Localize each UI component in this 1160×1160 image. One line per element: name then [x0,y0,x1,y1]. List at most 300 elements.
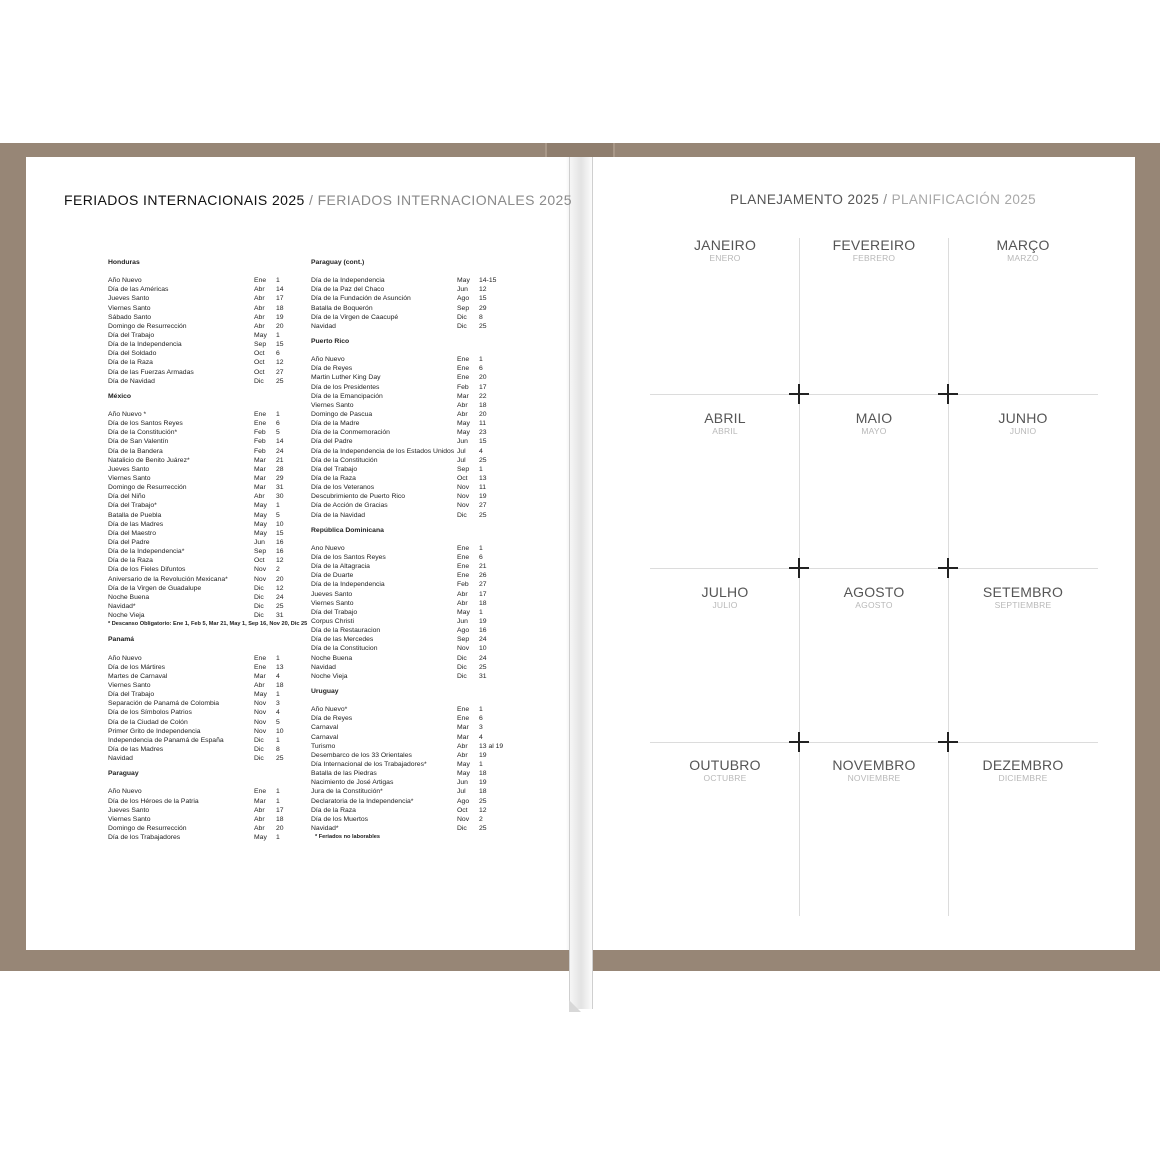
holiday-month: Mar [254,797,266,805]
month-name-es: OCTUBRE [703,773,747,783]
holiday-row [311,672,516,681]
holiday-month: Dic [457,654,467,662]
holiday-name: Viernes Santo [108,815,151,823]
holiday-month: Abr [457,590,468,598]
holiday-month: May [254,502,267,510]
holiday-day: 23 [479,429,487,437]
holiday-name: Viernes Santo [311,599,354,607]
holiday-name: Año Nuevo * [108,411,147,418]
holiday-name: Separación de Panamá de Colombia [108,700,220,708]
holiday-month: Sep [457,636,470,644]
holiday-row [311,824,516,833]
holiday-row [108,529,303,538]
holiday-row [108,806,303,815]
holiday-row [311,428,516,437]
holiday-month: Mar [457,392,469,400]
holiday-month: Ene [254,654,267,662]
month-name-es: MARZO [1007,253,1039,263]
holiday-name: Navidad [108,755,133,763]
holiday-day: 17 [276,295,284,303]
holiday-row [311,723,516,732]
grid-cross-5 [789,732,809,752]
holiday-day: 29 [276,474,284,482]
holiday-month: Abr [457,742,468,750]
holiday-name: Día del Padre [311,438,353,446]
holiday-name: Ano Nuevo [311,544,345,552]
holiday-day: 20 [479,374,487,382]
holiday-name: Día de la Independencia [311,277,385,285]
holiday-row [311,797,516,806]
holiday-name: Viernes Santo [311,401,354,409]
holiday-month: Jun [457,286,468,294]
holiday-row [108,745,303,754]
holiday-month: May [254,520,267,528]
holiday-note: * Feriados no laborables [315,834,380,841]
holiday-month: Nov [254,718,267,726]
holiday-row [311,590,516,599]
holiday-name: Día de las Fuerzas Armadas [108,368,194,376]
holiday-name: Día de los Veteranos [311,484,375,492]
holiday-day: 16 [276,538,284,546]
holiday-month: Jun [254,538,265,546]
planning-title-separator: / [883,192,888,207]
holiday-month: Abr [254,322,265,330]
holiday-month: Jul [457,788,466,796]
holiday-month: Mar [254,672,266,680]
holiday-day: 27 [479,502,487,510]
holiday-name: Natalicio de Benito Juárez* [108,456,190,464]
holiday-day: 3 [479,724,483,732]
holiday-month: Nov [254,709,267,717]
holiday-row [311,392,516,401]
holiday-month: Ene [457,374,470,382]
holiday-day: 22 [479,392,487,400]
holiday-row [311,742,516,751]
holiday-day: 19 [479,751,487,759]
holiday-row [108,611,303,620]
holiday-name: Batalla de Boquerón [311,304,373,312]
holiday-name: Día de la Altagracia [311,563,370,571]
holiday-name: Día del Maestro [108,529,156,537]
holiday-month: Abr [254,815,265,823]
holiday-day: 6 [276,420,280,428]
holiday-month: May [457,429,470,437]
holiday-name: Día de la Madre [311,420,360,428]
holiday-row [108,465,303,474]
grid-cross-2 [938,384,958,404]
holiday-name: Declaratoria de la Independencia* [311,797,414,805]
holiday-month: Nov [254,575,267,583]
holiday-month: Jun [457,779,468,787]
holiday-name: Día de la Independencia* [108,548,185,556]
holiday-day: 28 [276,465,284,473]
holiday-name: Viernes Santo [108,681,151,689]
holiday-month: May [457,420,470,428]
holiday-month: Abr [254,493,265,501]
holiday-month: Sep [254,341,267,349]
holiday-day: 15 [276,341,284,349]
holiday-name: Día de Navidad [108,377,155,385]
holiday-name: Día del Soldado [108,350,157,358]
holiday-row [108,565,303,574]
holiday-month: Sep [254,548,267,556]
holiday-month: Abr [254,295,265,303]
holiday-day: 11 [479,484,487,492]
holiday-name: Día de las Américas [108,286,169,294]
holiday-name: Desembarco de los 33 Orientales [311,751,412,759]
holiday-row [311,383,516,392]
holiday-row [108,368,303,377]
holiday-row [311,608,516,617]
month-name-es: JUNIO [1009,426,1037,436]
holiday-name: Jueves Santo [311,590,353,598]
holiday-month: Abr [457,401,468,409]
holiday-month: Ene [254,277,267,285]
holiday-month: Nov [254,727,267,735]
holiday-row [108,575,303,584]
month-cell [799,757,949,783]
holiday-row [311,313,516,322]
holiday-name: Día de los Héroes de la Patria [108,797,199,805]
holiday-day: 31 [276,612,284,620]
holiday-month: Dic [457,322,467,330]
holiday-name: Día de la Raza [311,474,356,482]
holiday-name: Jueves Santo [108,465,150,473]
holiday-row [311,644,516,653]
holiday-day: 2 [276,566,280,574]
holiday-row [108,833,303,842]
holiday-day: 19 [479,493,487,501]
holiday-day: 1 [276,797,280,805]
holiday-name: Jueves Santo [108,806,150,814]
holiday-row [108,602,303,611]
holiday-name: Primer Grito de Independencia [108,727,201,735]
holiday-month: Dic [457,511,467,519]
holiday-day: 24 [276,593,284,601]
holiday-name: Año Nuevo* [311,706,348,714]
month-name-es: ENERO [709,253,741,263]
holiday-day: 18 [479,788,487,796]
holiday-day: 1 [479,706,483,714]
holiday-row [108,511,303,520]
holiday-month: Dic [457,672,467,680]
holiday-day: 25 [479,322,487,330]
holiday-name: Día de la Raza [108,557,153,565]
holiday-day: 25 [276,755,284,763]
holiday-row [311,635,516,644]
country-heading: Paraguay (cont.) [311,259,365,266]
holiday-day: 6 [276,350,280,358]
holiday-row [311,544,516,553]
holiday-month: May [457,277,470,285]
holiday-name: Día de los Mártires [108,663,166,671]
holiday-name: Aniversario de la Revolución Mexicana* [108,575,228,583]
holiday-name: Viernes Santo [108,474,151,482]
holiday-row [108,276,303,285]
holiday-day: 12 [276,584,284,592]
holiday-name: Día de los Presidentes [311,383,380,391]
holiday-month: Ene [254,411,267,418]
holiday-name: Día de la Virgen de Caacupé [311,313,399,321]
holidays-column-2 [311,258,516,842]
holiday-row [108,681,303,690]
grid-cross-4 [938,558,958,578]
holiday-day: 6 [479,365,483,373]
holiday-day: 1 [276,332,280,339]
holiday-name: Batalla de las Piedras [311,770,377,778]
holiday-row [108,547,303,556]
holiday-name: Corpus Christi [311,617,355,625]
holiday-name: Día de la Navidad [311,511,366,519]
month-name-pt: NOVEMBRO [832,757,916,773]
holiday-day: 13 [276,663,284,671]
holiday-name: Día de la Independencia [311,581,385,589]
holiday-day: 1 [276,788,280,796]
holiday-month: Abr [254,286,265,294]
holiday-name: Año Nuevo [108,788,142,796]
holiday-name: Día de las Madres [108,745,164,753]
holiday-name: Navidad [311,663,336,671]
holiday-name: Martin Luther King Day [311,374,381,382]
holiday-name: Día de Reyes [311,365,353,373]
holiday-row [311,562,516,571]
month-cell [650,757,800,783]
left-page-title [64,192,572,208]
holiday-month: Dic [254,755,264,763]
holiday-note: * Descanso Obligatorio: Ene 1, Feb 5, Mar 21, May 1, Sep 16, Nov 20, Dic 25 [108,621,308,628]
holiday-row [108,672,303,681]
holiday-day: 4 [479,447,483,455]
holiday-row [311,760,516,769]
planning-title-es: PLANIFICACIÓN 2025 [891,192,1037,207]
holiday-row [108,304,303,313]
holiday-month: Jul [457,456,466,464]
holiday-day: 4 [276,709,280,717]
right-page [588,157,1135,950]
month-name-pt: ABRIL [704,410,746,426]
holiday-month: May [254,511,267,519]
holiday-day: 5 [276,511,280,519]
holiday-row [311,778,516,787]
holiday-day: 16 [276,548,284,556]
holiday-month: May [254,691,267,699]
holiday-row [108,754,303,763]
holiday-name: Día del Niño [108,493,146,501]
holiday-name: Día de la Emancipación [311,392,383,400]
country-heading: México [108,392,132,400]
holiday-day: 18 [276,681,284,689]
country-heading: Panamá [108,636,135,644]
holiday-month: Ene [457,706,470,714]
holiday-month: Dic [457,824,467,832]
holiday-day: 6 [479,715,483,723]
holiday-name: Día del Trabajo [311,465,358,473]
holiday-day: 25 [479,797,487,805]
holiday-month: Feb [457,383,469,391]
title-es: FERIADOS INTERNACIONALES 2025 [317,192,572,208]
holiday-row [311,419,516,428]
holiday-day: 13 [479,474,487,482]
holiday-name: Jura de la Constitución* [311,788,383,796]
month-name-pt: SETEMBRO [982,584,1064,600]
holiday-month: Sep [457,304,470,312]
holiday-month: Mar [254,484,266,492]
holiday-month: Ene [457,356,470,364]
holiday-row [108,349,303,358]
holiday-month: Dic [254,612,264,620]
holiday-row [311,322,516,331]
holiday-month: Feb [254,447,266,455]
holiday-row [311,769,516,778]
holiday-month: Jun [457,438,468,446]
holiday-day: 25 [479,663,487,671]
holiday-name: Domingo de Resurrección [108,322,187,330]
holiday-name: Noche Buena [108,593,150,601]
holiday-name: Domingo de Resurrección [108,484,187,492]
holiday-row [311,285,516,294]
holiday-month: Nov [254,566,267,574]
holiday-day: 12 [479,286,487,294]
holiday-name: Descubrimiento de Puerto Rico [311,493,406,501]
holiday-row [311,401,516,410]
holiday-row [108,447,303,456]
holiday-day: 4 [479,733,483,741]
holiday-row [311,705,516,714]
holiday-row [108,520,303,529]
holiday-month: Nov [457,502,470,510]
holiday-name: Noche Vieja [108,612,145,620]
holiday-month: May [254,529,267,537]
holiday-day: 30 [276,493,284,501]
holiday-row [108,718,303,727]
holiday-month: Abr [457,599,468,607]
holiday-row [311,553,516,562]
holiday-name: Año Nuevo [108,654,142,662]
holiday-month: Ene [457,365,470,373]
holiday-row [108,690,303,699]
holiday-name: Día de los Fieles Difuntos [108,566,186,574]
month-cell [650,237,800,263]
holiday-day: 8 [276,745,280,753]
grid-cross-3 [789,558,809,578]
grid-hline-1 [650,394,1098,395]
holiday-day: 24 [479,654,487,662]
holiday-month: Ene [457,553,470,561]
holiday-day: 18 [479,401,487,409]
holiday-row [108,699,303,708]
holiday-row [311,580,516,589]
holiday-row [311,617,516,626]
holiday-row [108,593,303,602]
holiday-month: Oct [254,557,265,565]
holiday-name: Domingo de Pascua [311,411,373,418]
holiday-month: Oct [254,350,265,358]
holiday-name: Día de las Madres [108,520,164,528]
holiday-month: Nov [254,700,267,708]
title-separator: / [309,192,314,208]
grid-hline-2 [650,568,1098,569]
holiday-day: 8 [479,313,483,321]
holiday-day: 1 [479,544,483,552]
holiday-row [311,751,516,760]
holiday-name: Navidad [311,322,336,330]
holiday-row [311,511,516,520]
holiday-name: Día de la Raza [108,359,153,367]
holiday-day: 24 [479,636,487,644]
holiday-name: Día de la Raza [311,806,356,814]
bookmark-ribbon[interactable] [569,157,593,1009]
holiday-row [108,736,303,745]
holiday-name: Noche Buena [311,654,353,662]
holiday-row [311,626,516,635]
holiday-month: May [254,834,267,842]
month-name-es: ABRIL [712,426,738,436]
month-cell [799,584,949,610]
holiday-month: Dic [254,745,264,753]
holiday-name: Navidad* [311,824,339,832]
holiday-row [311,474,516,483]
holiday-day: 1 [479,760,483,768]
month-name-es: AGOSTO [855,600,893,610]
month-cell [948,757,1098,783]
holiday-name: Día de los Santos Reyes [311,553,386,561]
holiday-row [311,654,516,663]
holiday-row [311,787,516,796]
holiday-row [108,340,303,349]
month-cell [799,410,949,436]
holiday-day: 20 [276,322,284,330]
holiday-month: Nov [457,815,470,823]
holiday-name: Día de Reyes [311,715,353,723]
month-name-es: MAYO [861,426,887,436]
holiday-name: Día de la Fundación de Asunción [311,295,411,303]
month-name-pt: MARÇO [996,237,1050,253]
month-cell [948,584,1098,610]
holiday-name: Día de la Constitucion [311,645,378,653]
holiday-day: 12 [479,806,487,814]
holiday-day: 11 [479,420,487,428]
holiday-name: Día del Trabajo [311,608,358,616]
holiday-name: Día de los Muertos [311,815,369,823]
holiday-row [311,373,516,382]
holiday-name: Día de las Mercedes [311,636,374,644]
holiday-row [311,806,516,815]
holiday-day: 17 [479,590,487,598]
holiday-day: 15 [479,438,487,446]
month-name-es: NOVIEMBRE [847,773,901,783]
holiday-name: Carnaval [311,733,339,741]
month-cell [948,410,1098,436]
bookmark-ribbon-tail [569,1000,581,1012]
holiday-name: Día de la Restauracion [311,627,381,635]
holiday-day: 18 [276,304,284,312]
holiday-day: 29 [479,304,487,312]
holiday-month: Oct [457,474,468,482]
holiday-month: Ene [457,572,470,580]
holiday-day: 18 [479,770,487,778]
holiday-month: Ago [457,797,470,805]
month-name-es: DICIEMBRE [998,773,1048,783]
holiday-month: Mar [457,724,469,732]
holiday-row [108,331,303,340]
holiday-name: Día del Trabajo [108,691,155,699]
holiday-row [108,797,303,806]
holiday-name: Día de la Conmemoración [311,429,390,437]
holiday-row [108,428,303,437]
holiday-month: Abr [254,824,265,832]
holiday-name: Día de San Valentín [108,438,169,446]
holiday-month: Abr [254,806,265,814]
